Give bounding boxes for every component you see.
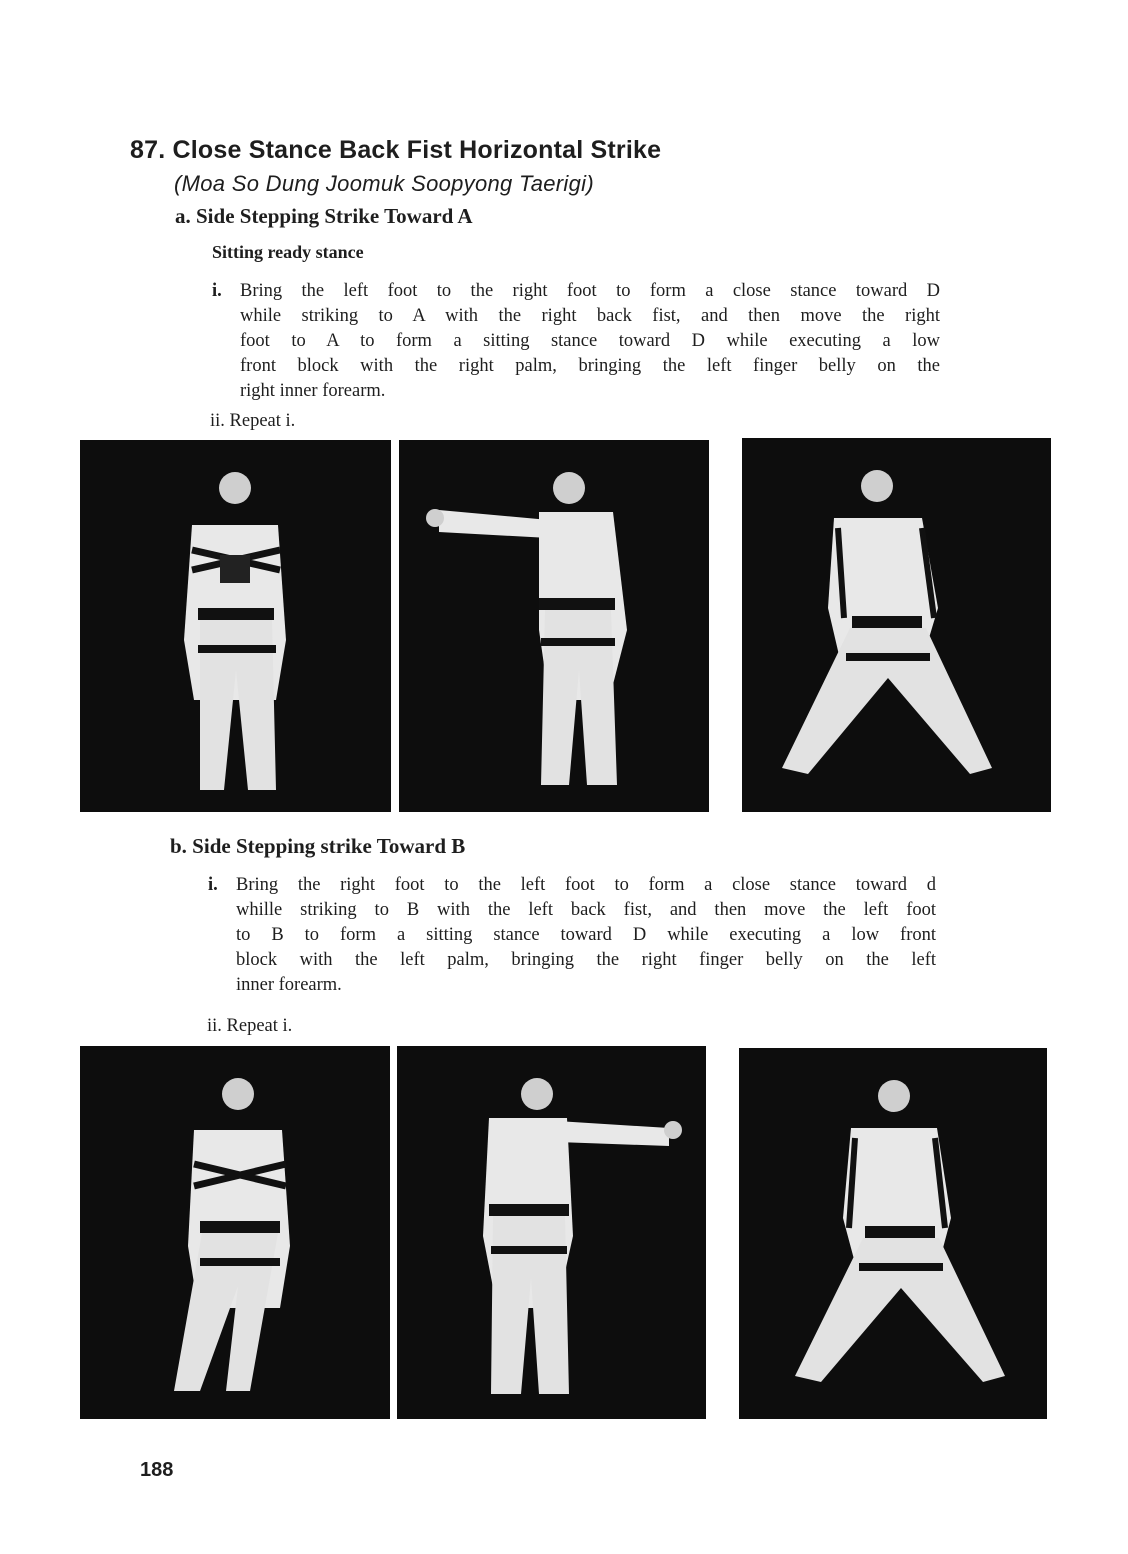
figure-close-stance-arms-crossed — [80, 1046, 390, 1419]
section-a-step-i — [212, 279, 940, 404]
photo-b-ready-stance — [80, 1046, 390, 1419]
heading-subtitle: (Moa So Dung Joomuk Soopyong Taerigi) — [174, 171, 594, 196]
section-heading — [130, 136, 661, 165]
page-number: 188 — [140, 1459, 174, 1481]
section-b-step-i — [208, 873, 936, 998]
step-line: Bring the right foot to the left foot to form a close stance toward d — [236, 875, 936, 895]
step-number: i. — [208, 875, 218, 895]
section-a-title: a. Side Stepping Strike Toward A — [175, 204, 473, 228]
step-line: right inner forearm. — [240, 381, 386, 401]
section-a-step-ii: ii. Repeat i. — [210, 411, 296, 431]
figure-sitting-stance-low-block — [742, 438, 1051, 812]
photo-b-sitting-stance-block — [739, 1048, 1047, 1419]
step-line: while striking to A with the right back fist, and then move the right — [240, 306, 940, 326]
figure-sitting-stance-left-low-block — [739, 1048, 1047, 1419]
step-line: block with the left palm, bringing the right finger belly on the left — [236, 950, 936, 970]
photo-a-back-fist-strike — [399, 440, 709, 812]
heading-number: 87. — [130, 136, 166, 164]
heading-title: Close Stance Back Fist Horizontal Strike — [172, 136, 662, 164]
step-line: front block with the right palm, bringing the left finger belly on the — [240, 356, 940, 376]
step-line: to B to form a sitting stance toward D while executing a low front — [236, 925, 936, 945]
ready-stance-label: Sitting ready stance — [212, 242, 364, 262]
figure-right-back-fist-strike — [399, 440, 709, 812]
section-b-step-ii: ii. Repeat i. — [207, 1016, 293, 1036]
step-line: whille striking to B with the left back fist, and then move the left foot — [236, 900, 936, 920]
figure-close-stance-hands-crossed — [80, 440, 391, 812]
step-number: i. — [212, 281, 222, 301]
figure-left-back-fist-strike — [397, 1046, 706, 1419]
photo-a-ready-stance — [80, 440, 391, 812]
section-b-title: b. Side Stepping strike Toward B — [170, 834, 466, 858]
step-line: Bring the left foot to the right foot to form a close stance toward D — [240, 281, 940, 301]
step-line: inner forearm. — [236, 975, 342, 995]
step-line: foot to A to form a sitting stance toward D while executing a low — [240, 331, 940, 351]
photo-a-sitting-stance-block — [742, 438, 1051, 812]
photo-b-back-fist-strike — [397, 1046, 706, 1419]
